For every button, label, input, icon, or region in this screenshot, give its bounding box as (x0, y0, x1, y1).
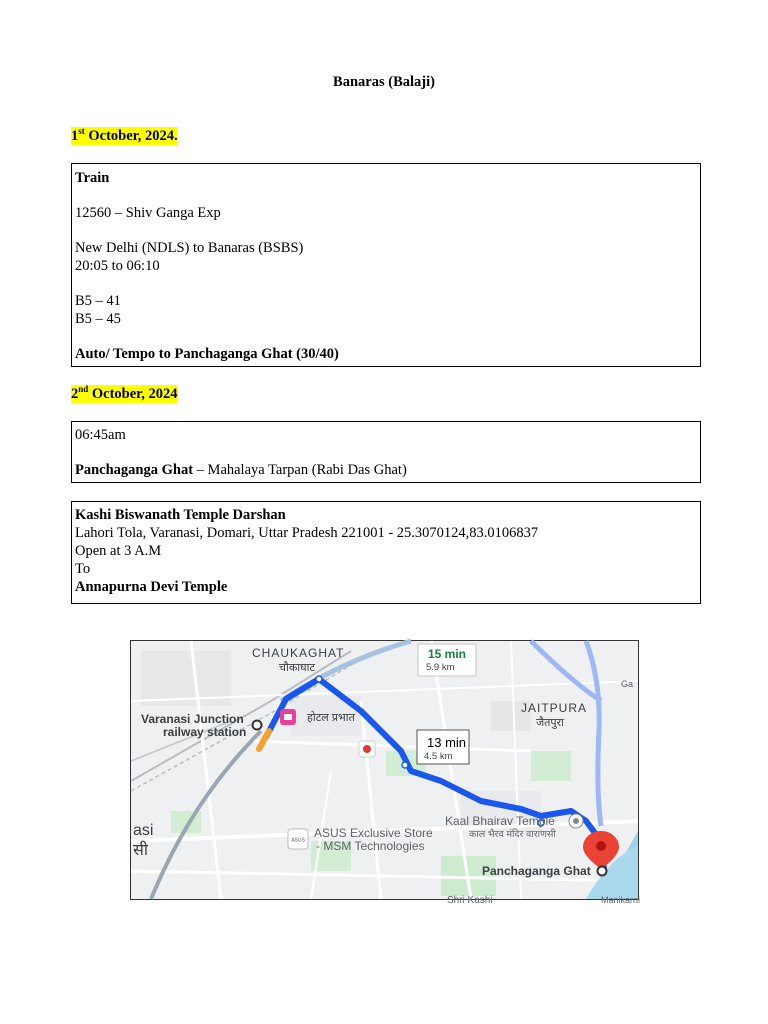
label-panchaganga-ghat: Panchaganga Ghat (482, 864, 591, 878)
label-chaukaghat: CHAUKAGHAT (252, 646, 345, 660)
main-route-distance: 4.5 km (424, 751, 453, 762)
store-logo-text: ASUS (291, 837, 305, 844)
ghat-activity-line (75, 461, 697, 479)
label-kaal-bhairav: Kaal Bhairav Temple (445, 814, 555, 828)
date-heading-day1 (71, 127, 178, 145)
date-day2-suffix: nd (78, 384, 89, 394)
auto-note: Auto/ Tempo to Panchaganga Ghat (30/40) (75, 346, 339, 362)
label-edge-ga: Ga (621, 679, 634, 689)
temple-heading: Kashi Biswanath Temple Darshan (75, 507, 286, 523)
label-jaitpura-hindi: जैतपुरा (536, 717, 565, 729)
route-node-2 (402, 762, 408, 768)
ghat-time: 06:45am (75, 427, 126, 443)
date-day1-suffix: st (78, 126, 85, 136)
label-kaal-bhairav-hindi: काल भैरव मंदिर वाराणसी (469, 829, 556, 840)
train-route: New Delhi (NDLS) to Banaras (BSBS) (75, 240, 304, 256)
main-route-time: 13 min (427, 735, 467, 750)
start-marker (253, 721, 262, 730)
seat-1: B5 – 41 (75, 293, 121, 309)
date-day2-number: 2 (71, 386, 79, 402)
train-time: 20:05 to 06:10 (75, 258, 160, 274)
label-manikarnika: Manikarni (601, 895, 641, 905)
temple-open-time: Open at 3 A.M (75, 543, 162, 559)
label-asus-line1: ASUS Exclusive Store (314, 826, 433, 840)
ghat-info-box (71, 421, 701, 483)
train-heading: Train (75, 170, 110, 186)
label-asus-line2: - MSM Technologies (316, 839, 425, 853)
train-info-box (71, 163, 701, 367)
alt-route-time: 15 min (428, 647, 467, 661)
route-map (130, 640, 641, 906)
alt-route-distance: 5.9 km (426, 662, 455, 673)
date-day2-rest: October, 2024 (88, 386, 178, 402)
seat-2: B5 – 45 (75, 311, 121, 327)
label-jaitpura: JAITPURA (521, 701, 588, 715)
ghat-place: Panchaganga Ghat (75, 462, 194, 478)
label-varanasi-hindi-partial: सी (133, 842, 148, 859)
date-day1-rest: October, 2024. (84, 128, 178, 144)
label-hotel: होटल प्रभात (307, 712, 355, 724)
label-chaukaghat-hindi: चौकाघाट (279, 662, 316, 674)
label-station-line1: Varanasi Junction (141, 712, 244, 726)
date-day1-number: 1 (71, 128, 79, 144)
train-name: 12560 – Shiv Ganga Exp (75, 205, 221, 221)
label-shri-kashi: Shri Kashi (447, 895, 493, 906)
temple-destination: Annapurna Devi Temple (75, 579, 228, 595)
temple-to: To (75, 561, 91, 577)
label-varanasi-partial: asi (133, 822, 154, 839)
temple-info-box (71, 501, 701, 604)
ghat-activity: – Mahalaya Tarpan (Rabi Das Ghat) (193, 462, 407, 478)
destination-marker (598, 867, 607, 876)
label-station-line2: railway station (163, 725, 247, 739)
route-node-1 (316, 676, 322, 682)
date-heading-day2 (71, 385, 178, 403)
temple-address: Lahori Tola, Varanasi, Domari, Uttar Pradesh 221001 - 25.3070124,83.0106837 (75, 525, 539, 541)
document-title: Banaras (Balaji) (333, 74, 435, 90)
